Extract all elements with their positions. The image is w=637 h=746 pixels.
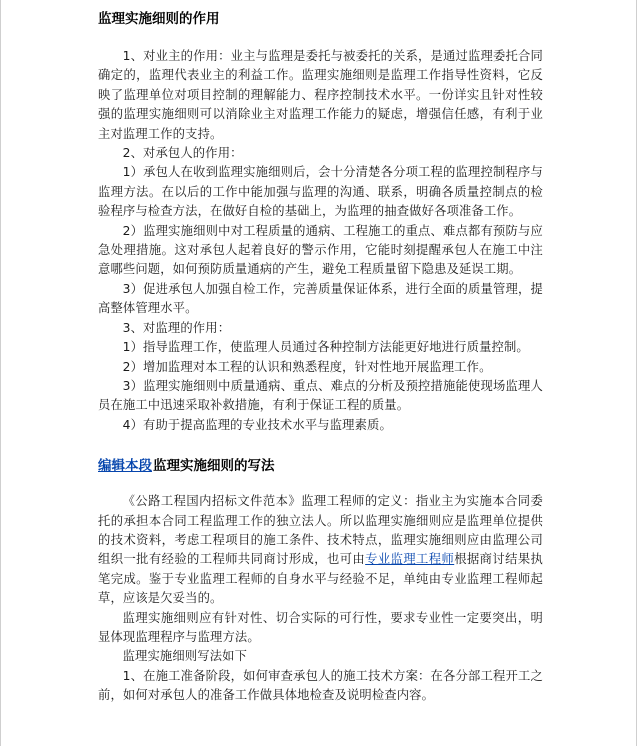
paragraph: 3、对监理的作用： xyxy=(122,320,231,335)
paragraph: 监理实施细则应有针对性、切合实际的可行性，要求专业性一定要突出，明显体现监理程序与监理方法。 xyxy=(98,610,543,644)
paragraph: 1、对业主的作用：业主与监理是委托与被委托的关系，是通过监理委托合同确定的，监理代表业主的利益工作。监理实施细则是监理工作指导性资料，它反映了监理单位对项目控制的理解能力、程序控制技术水平。一份详实且针对性较强的监理实施细则可以消除业主对监理工作能力的疑虑，增强信任感，有利于业主对监理工作的支持。 xyxy=(98,49,543,141)
paragraph: 1、在施工准备阶段，如何审查承包人的施工技术方案：在各分部工程开工之前，如何对承包人的准备工作做具体地检查及说明检查内容。 xyxy=(98,668,543,703)
paragraph-text: 根据商讨结果执笔完成。鉴于专业监理工程师的自身水平与经验不足，单纯由专业监理工程师起草，应该是欠妥当的。 xyxy=(98,552,543,606)
paragraph: 1）指导监理工作，使监理人员通过各种控制方法能更好地进行质量控制。 xyxy=(122,340,529,355)
section-writing xyxy=(98,456,543,705)
section-role xyxy=(98,9,543,435)
article-content xyxy=(98,9,543,706)
section-writing-heading xyxy=(98,456,543,476)
edit-section-link[interactable]: 编辑本段 xyxy=(98,458,152,475)
paragraph: 3）监理实施细则中质量通病、重点、难点的分析及预控措施能使现场监理人员在施工中迅速采取补救措施，有利于保证工程的质量。 xyxy=(98,378,543,413)
page-border-left xyxy=(0,0,1,746)
paragraph-text: 《公路工程国内招标文件范本》监理工程师的定义：指业主为实施本合同委托的承担本合同工程监理工作的独立法人。所以监理实施细则应是监理单位提供的技术资料，考虑工程项目的施工条件、技术特点，监理实施细则应由监理公司组织一批有经验的工程师共同商讨形成，也可由 xyxy=(98,494,543,567)
paragraph: 2、对承包人的作用： xyxy=(122,146,243,161)
paragraph: 2）增加监理对本工程的认识和熟悉程度，针对性地开展监理工作。 xyxy=(122,359,492,374)
section-writing-title: 监理实施细则的写法 xyxy=(153,458,275,475)
section-role-title: 监理实施细则的作用 xyxy=(98,11,220,27)
paragraph xyxy=(98,492,543,608)
paragraph: 2）监理实施细则中对工程质量的通病、工程施工的重点、难点都有预防与应急处理措施。这对承包人起着良好的警示作用，它能时刻提醒承包人在施工中注意哪些问题，如何预防质量通病的产生，避免工程质量留下隐患及延误工期。 xyxy=(98,223,543,277)
professional-supervisor-link[interactable]: 专业监理工程师 xyxy=(365,552,455,567)
paragraph: 1）承包人在收到监理实施细则后，会十分清楚各分项工程的监理控制程序与监理方法。在以后的工作中能加强与监理的沟通、联系，明确各质量控制点的检验程序与检查方法，在做好自检的基础上，为监理的抽查做好各项准备工作。 xyxy=(98,165,543,219)
paragraph: 3）促进承包人加强自检工作，完善质量保证体系，进行全面的质量管理，提高整体管理水平。 xyxy=(98,281,543,316)
paragraph: 监理实施细则写法如下 xyxy=(122,649,248,664)
paragraph: 4）有助于提高监理的专业技术水平与监理素质。 xyxy=(122,417,392,432)
